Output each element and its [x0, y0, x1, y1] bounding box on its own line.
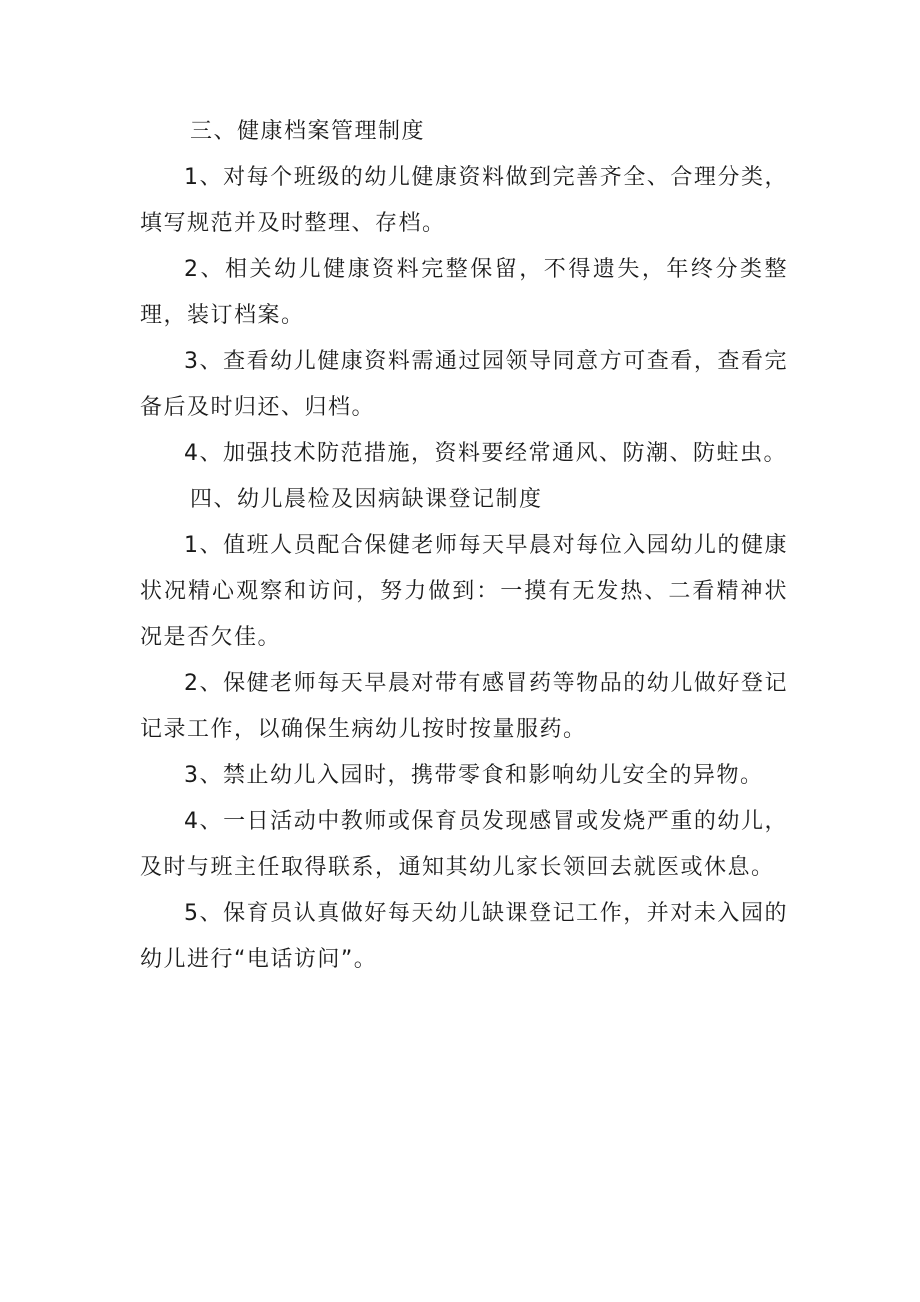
section-heading-morning-check: 四、幼儿晨检及因病缺课登记制度	[190, 487, 543, 512]
paragraph-item: 4、一日活动中教师或保育员发现感冒或发烧严重的幼儿，及时与班主任取得联系，通知其幼儿家长领回去就医或休息。	[140, 809, 788, 880]
paragraph-item: 2、保健老师每天早晨对带有感冒药等物品的幼儿做好登记记录工作，以确保生病幼儿按时按量服药。	[140, 671, 788, 742]
paragraph-item: 3、禁止幼儿入园时，携带零食和影响幼儿安全的异物。	[184, 763, 764, 788]
paragraph-item: 2、相关幼儿健康资料完整保留，不得遗失，年终分类整理，装订档案。	[140, 257, 788, 328]
paragraph-item: 1、值班人员配合保健老师每天早晨对每位入园幼儿的健康状况精心观察和访问，努力做到：一摸有无发热、二看精神状况是否欠佳。	[140, 533, 788, 650]
section-heading-health-records: 三、健康档案管理制度	[190, 119, 426, 144]
paragraph-item: 1、对每个班级的幼儿健康资料做到完善齐全、合理分类，填写规范并及时整理、存档。	[140, 165, 788, 236]
document-body	[140, 109, 788, 983]
paragraph-item: 5、保育员认真做好每天幼儿缺课登记工作，并对未入园的幼儿进行“电话访问”。	[140, 901, 788, 972]
paragraph-item: 4、加强技术防范措施，资料要经常通风、防潮、防蛀虫。	[184, 441, 787, 466]
paragraph-item: 3、查看幼儿健康资料需通过园领导同意方可查看，查看完备后及时归还、归档。	[140, 349, 788, 420]
